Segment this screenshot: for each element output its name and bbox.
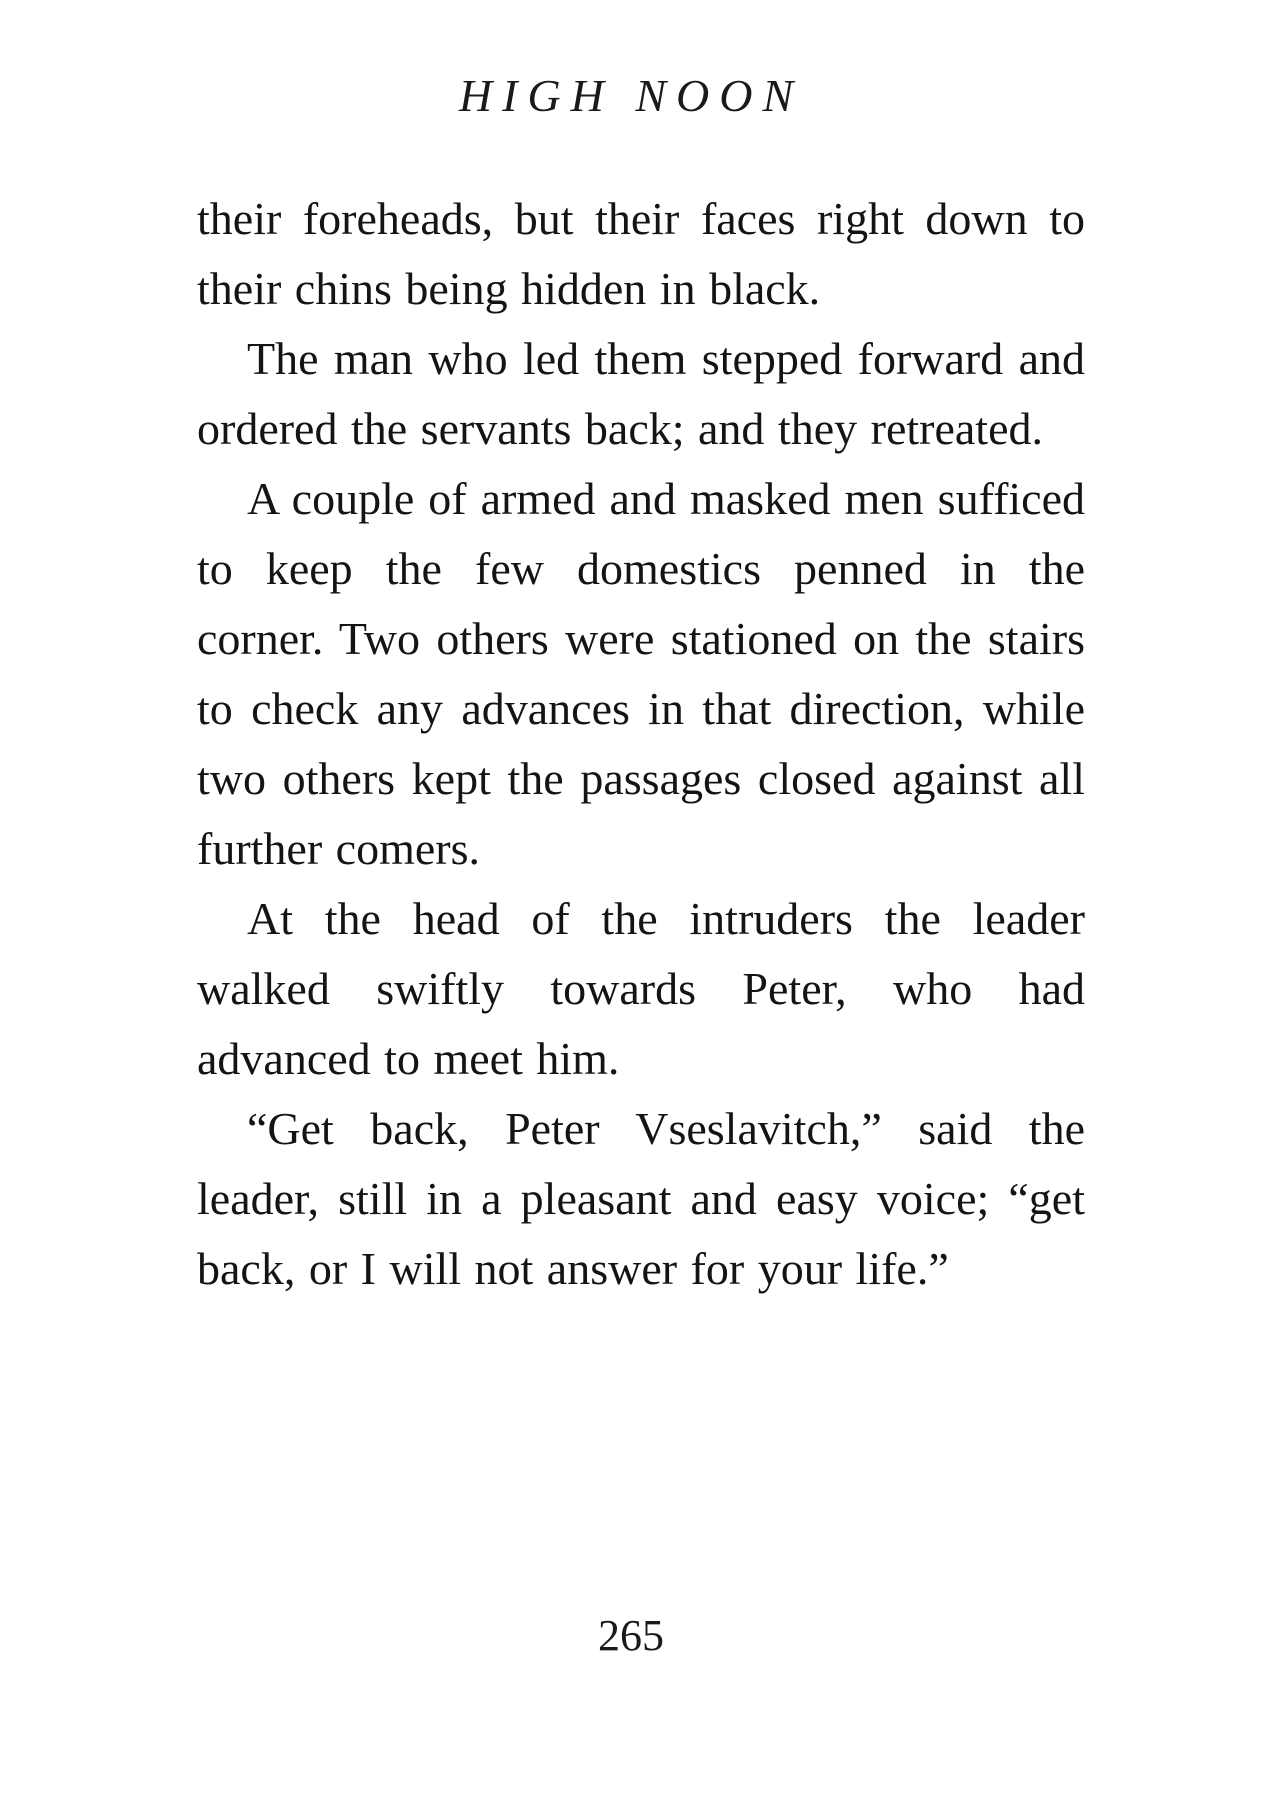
page-number: 265 xyxy=(598,1611,664,1660)
paragraph-5: “Get back, Peter Vseslavitch,” said the leader, still in a pleasant and easy voice; “get back, or I will not answer for your life.” xyxy=(197,1103,1085,1294)
paragraph-3: A couple of armed and masked men sufficed to keep the few domestics penned in the corner. Two others were stationed on the stairs to check any advances in that direction, while two others kept the passages closed against all further comers. xyxy=(197,473,1085,874)
paragraph-4: At the head of the intruders the leader walked swiftly towards Peter, who had advanced to meet him. xyxy=(197,893,1085,1084)
paragraph-2: The man who led them stepped forward and ordered the servants back; and they retreated. xyxy=(197,333,1085,454)
paragraph-1: their foreheads, but their faces right down to their chins being hidden in black. xyxy=(197,193,1085,314)
body-text xyxy=(197,184,1085,1304)
running-head: HIGH NOON xyxy=(458,70,804,121)
